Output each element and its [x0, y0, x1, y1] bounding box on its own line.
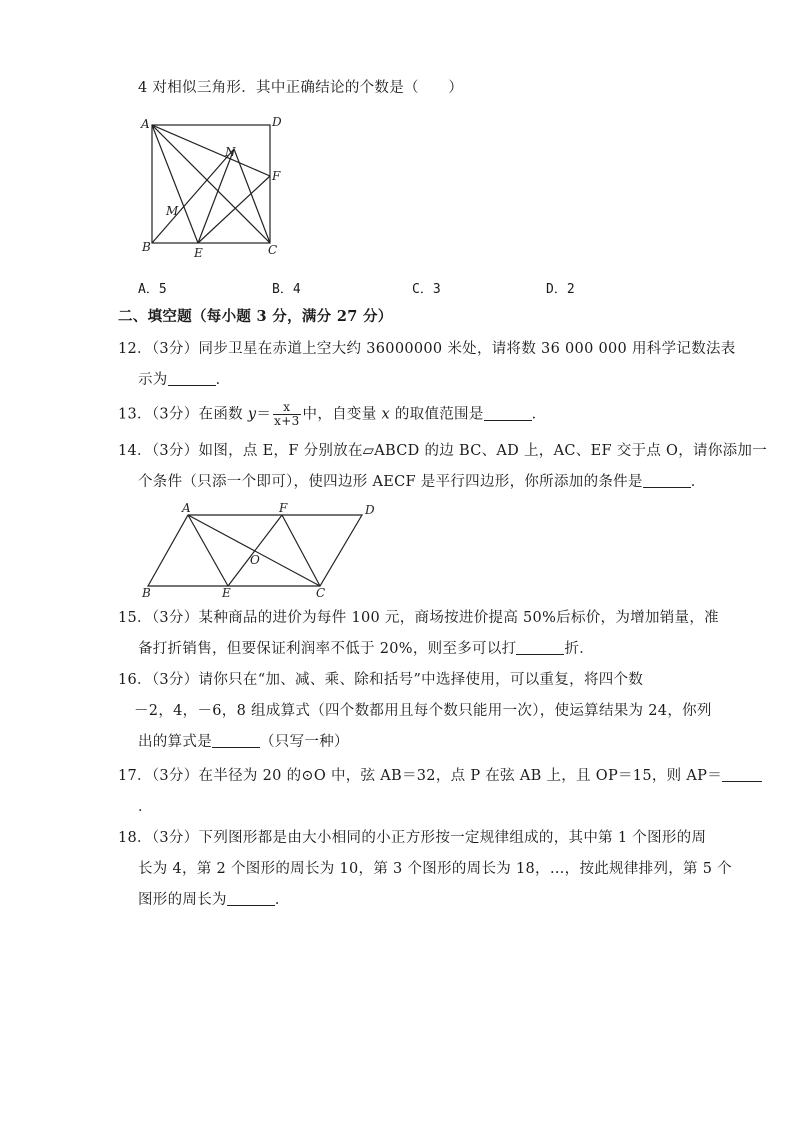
label-B: B — [142, 240, 151, 254]
q14-number: 14．（3分） — [118, 443, 199, 459]
label-F: F — [279, 501, 288, 515]
q13-var-x: x — [381, 406, 390, 423]
q15-number: 15．（3分） — [118, 610, 199, 626]
q18-period: ． — [274, 892, 290, 908]
q13-number: 13．（3分） — [118, 406, 199, 423]
q12-line1 — [118, 339, 736, 359]
q13-period: ． — [531, 406, 547, 423]
q12-text-2: 示为 — [138, 372, 168, 388]
q16-number: 16．（3分） — [118, 672, 199, 688]
q18-text-3: 图形的周长为 — [138, 892, 227, 908]
q11-square-figure — [138, 112, 298, 262]
q12-answer-blank[interactable] — [168, 371, 216, 386]
q14-period: ． — [690, 474, 706, 490]
q16-line2: －2，4，－6，8 组成算式（四个数都用且每个数只能用一次），使运算结果为 24，你列 — [134, 703, 712, 719]
q12-line2 — [138, 370, 230, 390]
q13-pre: 在函数 — [198, 406, 248, 423]
q16-tail: （只写一种） — [260, 734, 349, 750]
q15-answer-blank[interactable] — [516, 640, 564, 655]
q14-text: 如图，点 E，F 分别放在▱ABCD 的边 BC、AD 上，AC、EF 交于点 O，请你添加一 — [198, 443, 768, 459]
q12-period: ． — [215, 372, 231, 388]
q13-fraction — [273, 401, 300, 428]
q18-line1 — [118, 828, 706, 848]
q14-parallelogram-figure — [138, 500, 388, 600]
q16-answer-blank[interactable] — [212, 733, 260, 748]
q18-text: 下列图形都是由大小相同的小正方形按一定规律组成的，其中第 1 个图形的周 — [198, 830, 707, 846]
label-O: O — [250, 553, 260, 567]
q18-number: 18．（3分） — [118, 830, 199, 846]
q17-line1 — [118, 766, 762, 786]
label-A: A — [141, 117, 150, 131]
q11-tail: 4 对相似三角形．其中正确结论的个数是（ ） — [138, 80, 464, 96]
q16-text: 请你只在“加、减、乘、除和括号”中选择使用，可以重复，将四个数 — [198, 672, 644, 688]
q17-answer-blank[interactable] — [722, 767, 762, 782]
q14-answer-blank[interactable] — [643, 473, 691, 488]
section-heading: 二、填空题（每小题 3 分，满分 27 分） — [118, 308, 393, 325]
q13-frac-denominator: x+3 — [274, 414, 300, 428]
q15-line2 — [138, 639, 594, 659]
q13-frac-numerator: x — [273, 401, 300, 415]
q15-text-2: 备打折销售，但要保证利润率不低于 20%，则至多可以打 — [138, 641, 517, 657]
label-C: C — [268, 243, 278, 257]
q14-text-2: 个条件（只添一个即可），使四边形 AECF 是平行四边形，你所添加的条件是 — [138, 474, 643, 490]
q17-number: 17．（3分） — [118, 768, 199, 784]
label-E: E — [222, 586, 231, 600]
q17-text: 在半径为 20 的⊙O 中，弦 AB＝32，点 P 在弦 AB 上，且 OP＝15，则 AP＝ — [198, 768, 722, 784]
q11-option-a: A．5 — [138, 282, 167, 297]
q16-line1 — [118, 670, 643, 690]
q14-line2 — [138, 472, 706, 492]
q11-option-c: C．3 — [412, 282, 441, 297]
q13-post: 的取值范围是 — [389, 406, 484, 423]
label-N: N — [225, 145, 236, 159]
q13-line — [118, 401, 546, 428]
label-C: C — [316, 586, 326, 600]
q16-text-3: 出的算式是 — [138, 734, 212, 750]
q13-answer-blank[interactable] — [484, 406, 532, 421]
q15-tail: 折． — [564, 641, 595, 657]
q15-text: 某种商品的进价为每件 100 元，商场按进价提高 50%后标价，为增加销量，准 — [198, 610, 719, 626]
label-A: A — [182, 501, 191, 515]
q16-line3 — [138, 732, 349, 752]
q13-var-y: y — [247, 406, 257, 423]
label-E: E — [194, 246, 203, 260]
q17-line2: ． — [138, 799, 153, 815]
label-F: F — [272, 169, 281, 183]
q18-line3 — [138, 890, 290, 910]
q18-answer-blank[interactable] — [227, 891, 275, 906]
q12-number: 12．（3分） — [118, 341, 199, 357]
q12-text: 同步卫星在赤道上空大约 36000000 米处，请将数 36 000 000 用科学记数法表 — [198, 341, 736, 357]
q11-option-b: B．4 — [272, 282, 301, 297]
q13-eq: ＝ — [256, 406, 272, 423]
q14-line1 — [118, 441, 767, 461]
label-D: D — [272, 115, 282, 129]
q11-option-d: D．2 — [546, 282, 575, 297]
label-M: M — [166, 204, 179, 218]
q13-mid: 中，自变量 — [302, 406, 382, 423]
q15-line1 — [118, 608, 719, 628]
q18-line2: 长为 4，第 2 个图形的周长为 10，第 3 个图形的周长为 18，…，按此规律排列，第 5 个 — [138, 861, 732, 877]
label-D: D — [365, 503, 375, 517]
label-B: B — [142, 586, 151, 600]
